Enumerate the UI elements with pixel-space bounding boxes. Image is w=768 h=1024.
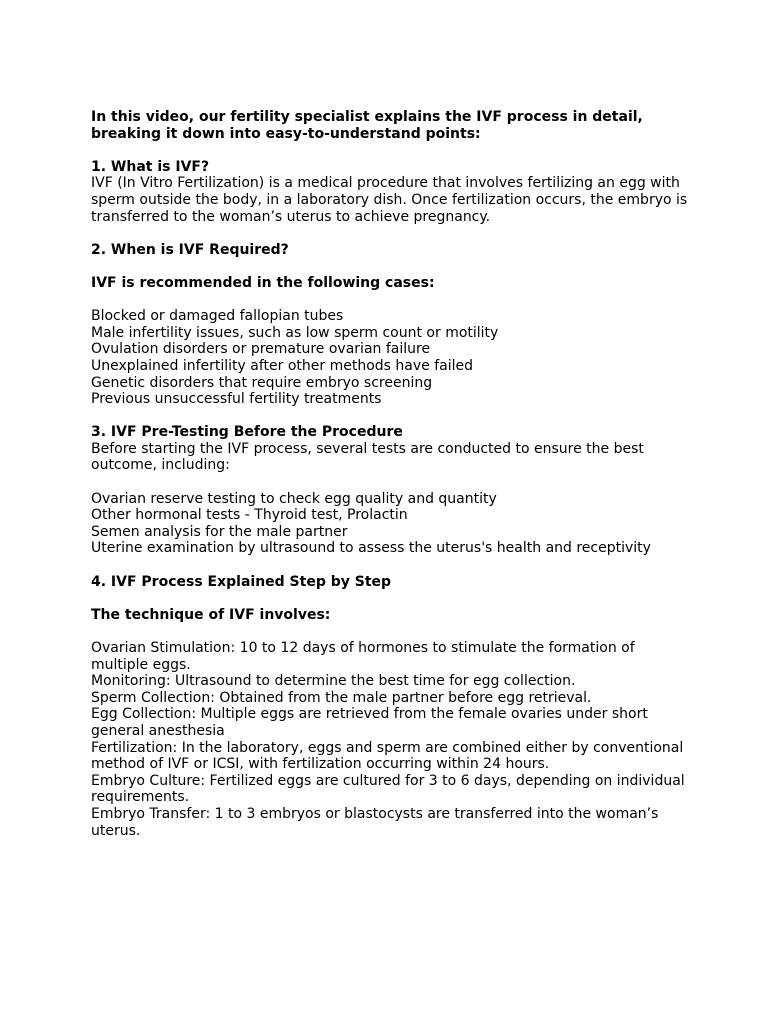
spacer	[91, 590, 691, 607]
list-item: Embryo Culture: Fertilized eggs are cultured for 3 to 6 days, depending on individual requirements.	[91, 772, 685, 806]
document-page	[91, 109, 691, 839]
section-1-body: IVF (In Vitro Fertilization) is a medical procedure that involves fertilizing an egg with sperm outside the body, in a laboratory dish. Once fertilization occurs, the embryo is transferred to the woman’s uterus to achieve pregnancy.	[91, 175, 688, 225]
spacer	[91, 557, 691, 574]
section-3-heading: 3. IVF Pre-Testing Before the Procedure	[91, 424, 403, 441]
list-item: Previous unsuccessful fertility treatments	[91, 391, 382, 408]
spacer	[91, 258, 691, 275]
section-4-heading: 4. IVF Process Explained Step by Step	[91, 573, 392, 590]
spacer	[91, 292, 691, 309]
list-item: Sperm Collection: Obtained from the male partner before egg retrieval.	[91, 689, 592, 706]
section-1-heading: 1. What is IVF?	[91, 158, 210, 175]
section-2-list	[91, 308, 691, 408]
section-4-list	[91, 640, 691, 839]
spacer	[91, 142, 691, 159]
list-item: Male infertility issues, such as low sperm count or motility	[91, 324, 499, 341]
list-item: Other hormonal tests - Thyroid test, Prolactin	[91, 507, 408, 524]
list-item: Ovulation disorders or premature ovarian failure	[91, 341, 431, 358]
spacer	[91, 474, 691, 491]
spacer	[91, 225, 691, 242]
list-item: Unexplained infertility after other methods have failed	[91, 357, 473, 374]
list-item: Embryo Transfer: 1 to 3 embryos or blastocysts are transferred into the woman’s uterus.	[91, 805, 659, 839]
section-3-list	[91, 491, 691, 557]
list-item: Ovarian reserve testing to check egg quality and quantity	[91, 490, 497, 507]
intro-text: In this video, our fertility specialist explains the IVF process in detail, breaking it down into easy-to-understand points:	[91, 109, 643, 142]
list-item: Monitoring: Ultrasound to determine the best time for egg collection.	[91, 673, 576, 690]
section-4-subheading: The technique of IVF involves:	[91, 606, 331, 623]
spacer	[91, 623, 691, 640]
list-item: Blocked or damaged fallopian tubes	[91, 308, 344, 325]
list-item: Ovarian Stimulation: 10 to 12 days of hormones to stimulate the formation of multiple eggs.	[91, 640, 635, 673]
list-item: Egg Collection: Multiple eggs are retrieved from the female ovaries under short general anesthesia	[91, 706, 648, 739]
section-3-body: Before starting the IVF process, several tests are conducted to ensure the best outcome, including:	[91, 440, 644, 474]
spacer	[91, 408, 691, 425]
list-item: Genetic disorders that require embryo screening	[91, 374, 433, 391]
section-2-heading: 2. When is IVF Required?	[91, 241, 289, 258]
list-item: Uterine examination by ultrasound to assess the uterus's health and receptivity	[91, 540, 651, 557]
list-item: Semen analysis for the male partner	[91, 523, 348, 540]
section-2-subheading: IVF is recommended in the following cases:	[91, 274, 435, 291]
list-item: Fertilization: In the laboratory, eggs and sperm are combined either by conventional method of IVF or ICSI, with fertilization occurring within 24 hours.	[91, 739, 684, 773]
